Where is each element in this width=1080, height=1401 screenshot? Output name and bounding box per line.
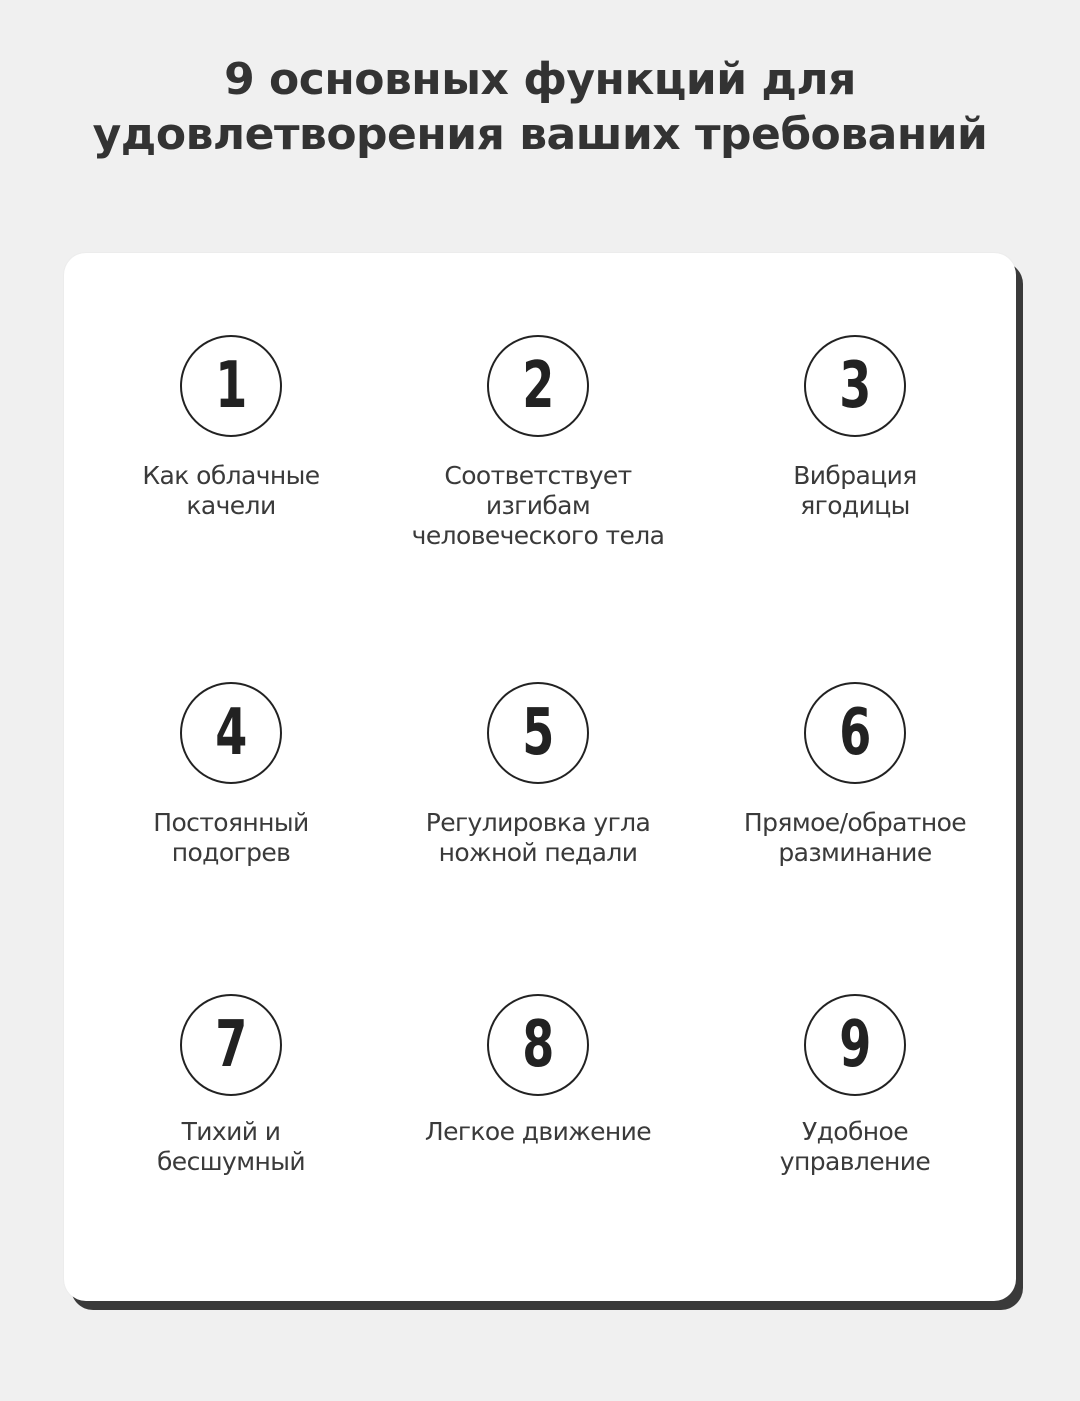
- feature-item-6: [695, 682, 1015, 868]
- number-circle-icon: [804, 335, 906, 437]
- feature-label: [71, 461, 391, 521]
- page-title: [0, 52, 1080, 162]
- feature-label-line: ножной педали: [438, 838, 638, 867]
- feature-label-line: управление: [779, 1147, 931, 1176]
- feature-label-line: изгибам: [485, 491, 591, 520]
- feature-label: [378, 1117, 698, 1147]
- number-circle-icon: [180, 994, 282, 1096]
- number-circle-icon: [804, 682, 906, 784]
- feature-number: 8: [521, 1008, 555, 1082]
- feature-label-line: разминание: [778, 838, 932, 867]
- feature-item-7: [71, 994, 391, 1177]
- feature-number: 9: [838, 1008, 872, 1082]
- feature-label-line: Тихий и: [181, 1117, 281, 1146]
- feature-label: [71, 808, 391, 868]
- feature-label-line: Прямое/обратное: [743, 808, 967, 837]
- feature-number: 4: [214, 696, 248, 770]
- feature-label-line: бесшумный: [156, 1147, 305, 1176]
- feature-label-line: Легкое движение: [424, 1117, 652, 1146]
- feature-label-line: Соответствует: [444, 461, 632, 490]
- feature-number: 3: [838, 349, 872, 423]
- feature-label-line: подогрев: [171, 838, 291, 867]
- feature-item-1: [71, 335, 391, 521]
- page-title-line-2: удовлетворения ваших требований: [92, 109, 988, 160]
- feature-label-line: человеческого тела: [411, 521, 665, 550]
- feature-item-4: [71, 682, 391, 868]
- number-circle-icon: [487, 994, 589, 1096]
- page-title-line-1: 9 основных функций для: [224, 54, 856, 105]
- features-card: [64, 253, 1016, 1301]
- feature-item-8: [378, 994, 698, 1147]
- feature-number: 7: [214, 1008, 248, 1082]
- feature-item-3: [695, 335, 1015, 521]
- feature-number: 1: [214, 349, 248, 423]
- feature-label: [378, 461, 698, 551]
- number-circle-icon: [180, 335, 282, 437]
- feature-label: [378, 808, 698, 868]
- feature-label-line: ягодицы: [800, 491, 910, 520]
- number-circle-icon: [487, 682, 589, 784]
- feature-label-line: Постоянный: [153, 808, 309, 837]
- number-circle-icon: [804, 994, 906, 1096]
- number-circle-icon: [487, 335, 589, 437]
- number-circle-icon: [180, 682, 282, 784]
- feature-number: 5: [521, 696, 555, 770]
- feature-label-line: Как облачные: [142, 461, 320, 490]
- feature-label-line: Вибрация: [793, 461, 917, 490]
- feature-item-5: [378, 682, 698, 868]
- feature-label-line: Регулировка угла: [425, 808, 651, 837]
- feature-label-line: Удобное: [801, 1117, 909, 1146]
- feature-number: 6: [838, 696, 872, 770]
- feature-item-9: [695, 994, 1015, 1177]
- feature-label-line: качели: [186, 491, 276, 520]
- feature-label: [71, 1117, 391, 1177]
- feature-number: 2: [521, 349, 555, 423]
- feature-label: [695, 808, 1015, 868]
- feature-label: [695, 461, 1015, 521]
- feature-item-2: [378, 335, 698, 551]
- feature-label: [695, 1117, 1015, 1177]
